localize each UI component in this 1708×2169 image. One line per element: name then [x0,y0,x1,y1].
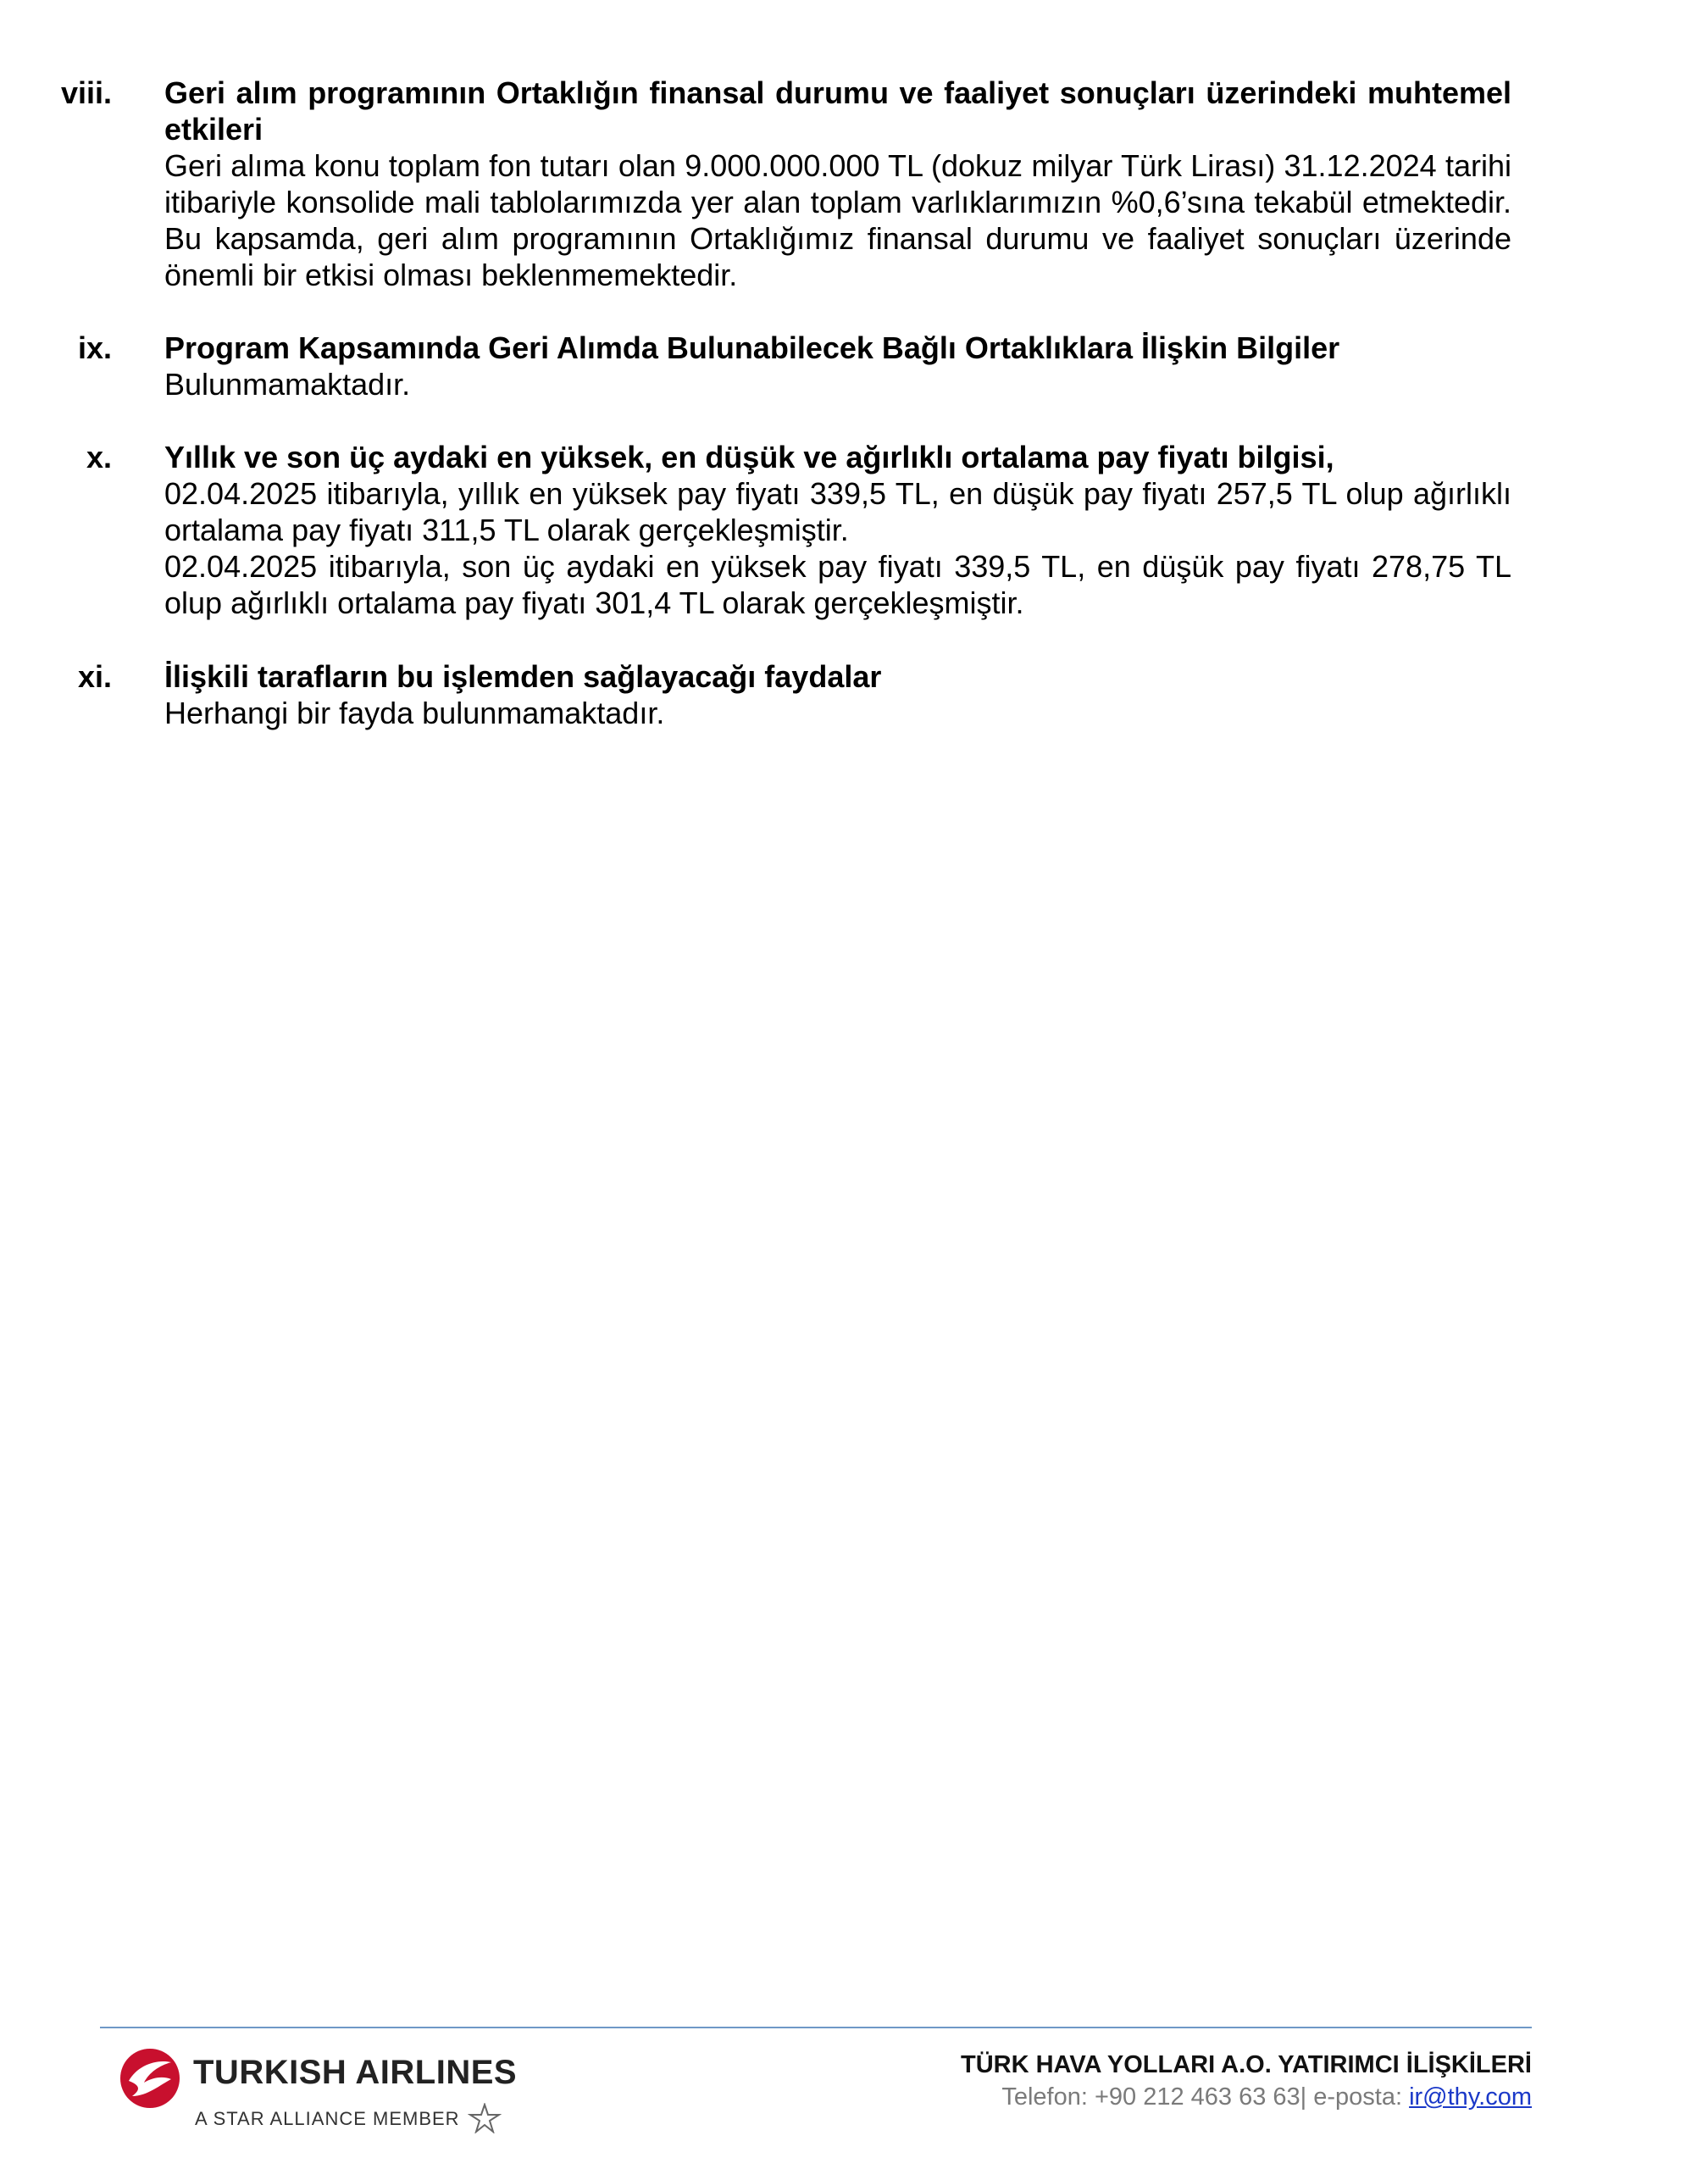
contact-text: Telefon: +90 212 463 63 63| e-posta: [1001,2083,1410,2111]
section-heading: Yıllık ve son üç aydaki en yüksek, en düşük ve ağırlıklı ortalama pay fiyatı bilgisi, [164,440,1334,474]
turkish-airlines-logo [119,2042,542,2144]
section-heading: Geri alım programının Ortaklığın finansal durumu ve faaliyet sonuçları üzerindeki muhtemel etkileri [164,75,1511,147]
section-paragraph: Bulunmamaktadır. [164,367,411,402]
section-paragraph: 02.04.2025 itibarıyla, yıllık en yüksek pay fiyatı 339,5 TL, en düşük pay fiyatı 257,5 TL olup ağırlıklı ortalama pay fiyatı 311,5 TL olarak gerçekleşmiştir. [164,476,1511,547]
footer-title: TÜRK HAVA YOLLARI A.O. YATIRIMCI İLİŞKİLERİ [960,2051,1532,2078]
footer-contact-line [961,2081,1532,2113]
footer-divider [100,2027,1532,2028]
section-heading: Program Kapsamında Geri Alımda Bulunabilecek Bağlı Ortaklıklara İlişkin Bilgiler [164,330,1340,365]
section-paragraph: 02.04.2025 itibarıyla, son üç aydaki en yüksek pay fiyatı 339,5 TL, en düşük pay fiyatı 278,75 TL olup ağırlıklı ortalama pay fiyatı 301,4 TL olarak gerçekleşmiştir. [164,549,1511,620]
footer-contact-block [961,2049,1532,2113]
email-link[interactable]: ir@thy.com [1409,2083,1532,2111]
section-number: x. [86,440,112,474]
section-number: ix. [77,330,112,365]
logo-tagline: A STAR ALLIANCE MEMBER [195,2108,460,2129]
airline-logo-icon [119,2047,181,2110]
logo-wordmark: TURKISH AIRLINES [193,2054,518,2091]
star-alliance-icon [468,2103,502,2133]
section-paragraph: Geri alıma konu toplam fon tutarı olan 9.000.000.000 TL (dokuz milyar Türk Lirası) 31.12.2024 tarihi itibariyle konsolide mali tablolarımızda yer alan toplam varlıklarımızın %0,6’sına tekabül etmektedir. Bu kapsamda, geri alım programının Ortaklığımız finansal durumu ve faaliyet sonuçları üzerinde önemli bir etkisi olması beklenmemektedir. [164,148,1511,292]
section-paragraph: Herhangi bir fayda bulunmamaktadır. [164,696,665,730]
section-number: xi. [77,659,112,694]
section-number: viii. [60,75,112,110]
section-heading: İlişkili tarafların bu işlemden sağlayacağı faydalar [164,659,882,694]
